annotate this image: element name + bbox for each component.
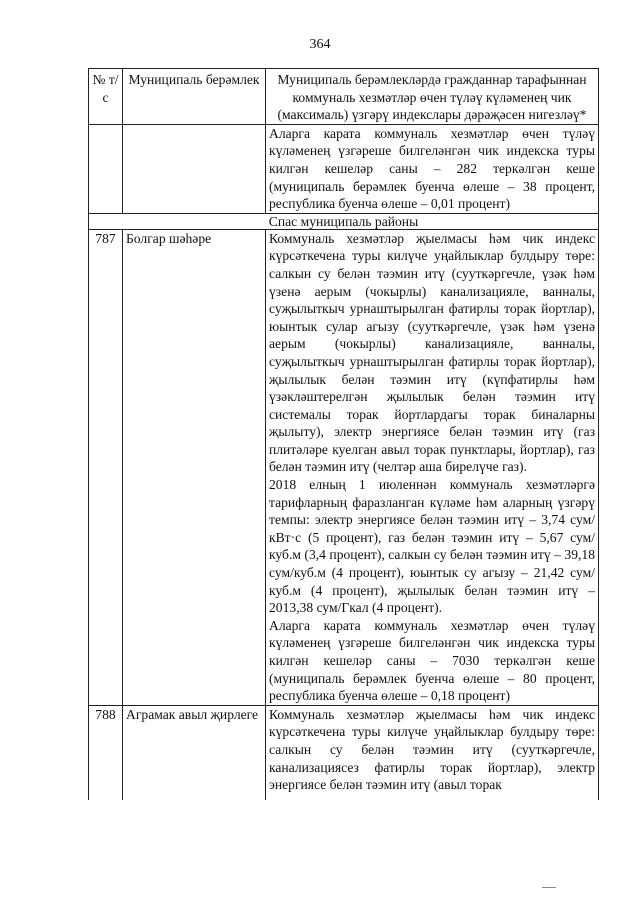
row-municipality: Аграмак авыл җирлеге bbox=[123, 705, 266, 800]
tariff-table bbox=[88, 68, 599, 800]
header-municipality: Муниципаль берәмлек bbox=[123, 69, 266, 125]
header-description: Муниципаль берәмлекләрдә гражданнар тарафыннан коммуналь хезмәтләр өчен түләү күләменең чик (максималь) үзгәрү индекслары дәрәҗәсен нигезләү* bbox=[266, 69, 599, 125]
cell-description bbox=[266, 705, 599, 800]
header-number: № т/с bbox=[89, 69, 123, 125]
region-title: Спас муниципаль районы bbox=[89, 213, 599, 229]
page-number: 364 bbox=[309, 37, 331, 52]
cell-empty bbox=[123, 124, 266, 213]
region-row bbox=[89, 213, 599, 229]
row-municipality: Болгар шәһәре bbox=[123, 229, 266, 705]
table-header-row bbox=[89, 69, 599, 125]
cell-description bbox=[266, 229, 599, 705]
table-row-continuation bbox=[89, 124, 599, 213]
services-paragraph: Коммуналь хезмәтләр җыелмасы һәм чик индекс күрсәткечена туры килүче уңайлыклар булдыру төре: салкын су белән тәэмин итү (сууткәргечле, үзәк һәм үзенә аерым (чокырлы) канализацияле, ванналы, суҗылыткыч урнаштырылган фатирлы торак йортлар), юынтык сулар агызу (сууткәргечле, үзәк һәм үзенә аерым (чокырлы) канализацияле, ванналы, суҗылыткыч урнаштырылган фатирлы торак йортлар), җылылык белән тәэмин итү (күпфатирлы һәм үзәкләштерелгән җылылык белән тәэмин итү системалы торак йортлардагы торак биналарны җылыту), электр энергиясе белән тәэмин итү (газ плитәләре куелган авыл торак пунктлары, йортлар), газ белән тәэмин итү (челтәр аша бирелүче газ). bbox=[269, 230, 595, 475]
table-row bbox=[89, 705, 599, 800]
row-number: 788 bbox=[89, 705, 123, 800]
footer-dash bbox=[542, 887, 556, 888]
services-paragraph: Коммуналь хезмәтләр җыелмасы һәм чик индекс күрсәткечена туры килүче уңайлыклар булдыру төре: салкын су белән тәэмин итү (сууткәргечле, канализациясез фатирлы торак йортлар), электр энергиясе белән тәэмин итү (авыл торак bbox=[269, 706, 595, 793]
table-row bbox=[89, 229, 599, 705]
cell-empty bbox=[89, 124, 123, 213]
row-number: 787 bbox=[89, 229, 123, 705]
population-paragraph: Аларга карата коммуналь хезмәтләр өчен түләү күләменең үзгәреше билгеләнгән чик индекска туры килгән кешеләр саны – 7030 теркәлгән кеше (муниципаль берәмлек буенча өлеше – 80 процент, республика буенча өлеше – 0,18 процент) bbox=[269, 617, 595, 704]
cell-description bbox=[266, 124, 599, 213]
tariffs-paragraph: 2018 елның 1 июленнән коммуналь хезмәтләргә тарифларның фаразланган күләме һәм аларның үзгәрү темпы: электр энергиясе белән тәэмин итү – 3,74 сум/кВт·с (5 процент), газ белән тәэмин итү – 5,67 сум/куб.м (3,4 процент), салкын су белән тәэмин итү – 39,18 сум/куб.м (4 процент), юынтык су агызу – 21,42 сум/куб.м (4 процент), җылылык белән тәэмин итү – 2013,38 сум/Гкал (4 процент). bbox=[269, 477, 595, 616]
continuation-text: Аларга карата коммуналь хезмәтләр өчен түләү күләменең үзгәреше билгеләнгән чик индекска туры килгән кешеләр саны – 282 теркәлгән кеше (муниципаль берәмлек буенча өлеше – 38 процент, республика буенча өлеше – 0,01 процент) bbox=[269, 125, 595, 212]
